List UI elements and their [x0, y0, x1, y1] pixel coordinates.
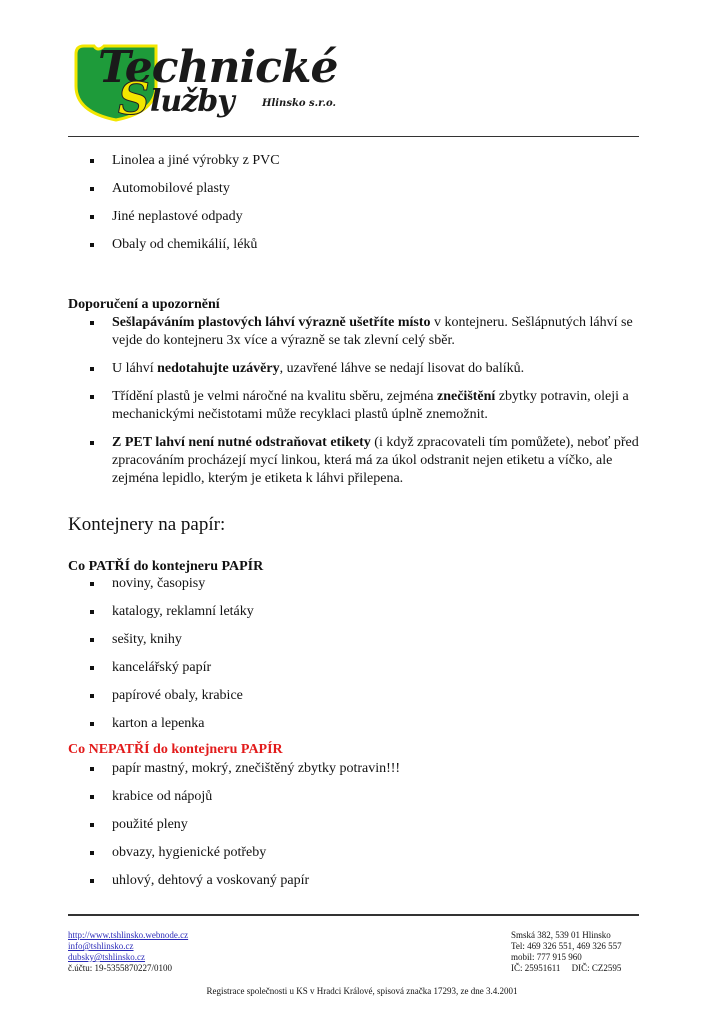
- registration-note: Registrace společnosti u KS v Hradci Králové, spisová značka 17293, ze dne 3.4.2001: [206, 986, 518, 996]
- list-item: Jiné neplastové odpady: [68, 208, 648, 226]
- dubsky-email-link[interactable]: dubsky@tshlinsko.cz: [68, 952, 146, 962]
- list-item: kancelářský papír: [68, 659, 648, 677]
- list-item: obvazy, hygienické potřeby: [68, 844, 648, 862]
- footer-contacts: [68, 930, 188, 974]
- paper-section-title: Kontejnery na papír:: [68, 514, 226, 535]
- list-item: Obaly od chemikálií, léků: [68, 236, 648, 254]
- list-item: Z PET lahví není nutné odstraňovat etikety (i když zpracovateli tím pomůžete), neboť před zpracováním procházejí mycí linkou, která má za úkol odstranit nejen etiketu a víčko, ale zejména lepidlo, kterým je etiketa k láhvi přilepena.: [68, 434, 648, 488]
- list-item: U láhví nedotahujte uzávěry, uzavřené láhve se nedají lisovat do balíků.: [68, 360, 648, 378]
- list-item: Třídění plastů je velmi náročné na kvalitu sběru, zejména znečištění zbytky potravin, oleji a mechanickými nečistotami může recyklaci plastů úplně znemožnit.: [68, 388, 648, 424]
- list-item: uhlový, dehtový a voskovaný papír: [68, 872, 648, 890]
- paper-belongs-heading: Co PATŘÍ do kontejneru PAPÍR: [68, 559, 264, 574]
- ic-dic: IČ: 25951611 DIČ: CZ2595: [511, 963, 622, 973]
- mobile: mobil: 777 915 960: [511, 952, 582, 962]
- logo-subtitle: Hlinsko s.r.o.: [262, 98, 336, 109]
- list-item: katalogy, reklamní letáky: [68, 603, 648, 621]
- list-item: noviny, časopisy: [68, 575, 648, 593]
- paper-not-list: [68, 760, 648, 890]
- list-item: papír mastný, mokrý, znečištěný zbytky potravin!!!: [68, 760, 648, 778]
- header-divider: [68, 136, 639, 137]
- list-item: Automobilové plasty: [68, 180, 648, 198]
- list-item: Linolea a jiné výrobky z PVC: [68, 152, 648, 170]
- phone: Tel: 469 326 551, 469 326 557: [511, 941, 622, 951]
- address: Smská 382, 539 01 Hlinsko: [511, 930, 611, 940]
- recommendations-heading: Doporučení a upozornění: [68, 297, 220, 312]
- list-item: krabice od nápojů: [68, 788, 648, 806]
- list-item: karton a lepenka: [68, 715, 648, 733]
- footer-divider: [68, 914, 639, 916]
- info-email-link[interactable]: info@tshlinsko.cz: [68, 941, 134, 951]
- paper-not-heading: Co NEPATŘÍ do kontejneru PAPÍR: [68, 742, 283, 757]
- website-link[interactable]: http://www.tshlinsko.webnode.cz: [68, 930, 189, 940]
- logo-title: Technické: [98, 42, 338, 93]
- list-item: sešity, knihy: [68, 631, 648, 649]
- logo-second-word: lužby: [150, 84, 234, 119]
- list-item: použité pleny: [68, 816, 648, 834]
- plastics-not-list: [68, 152, 648, 254]
- list-item: papírové obaly, krabice: [68, 687, 648, 705]
- footer-address: [511, 930, 622, 974]
- bank-account: č.účtu: 19-5355870227/0100: [68, 963, 172, 973]
- paper-belongs-list: [68, 575, 648, 733]
- logo-s-letter: S: [118, 74, 150, 125]
- company-logo: [68, 38, 368, 126]
- list-item: Sešlapáváním plastových láhví výrazně ušetříte místo v kontejneru. Sešlápnutých láhví se vejde do kontejneru 3x více a výrazně se tak zlevní celý sběr.: [68, 314, 648, 350]
- recommendations-list: [68, 314, 648, 488]
